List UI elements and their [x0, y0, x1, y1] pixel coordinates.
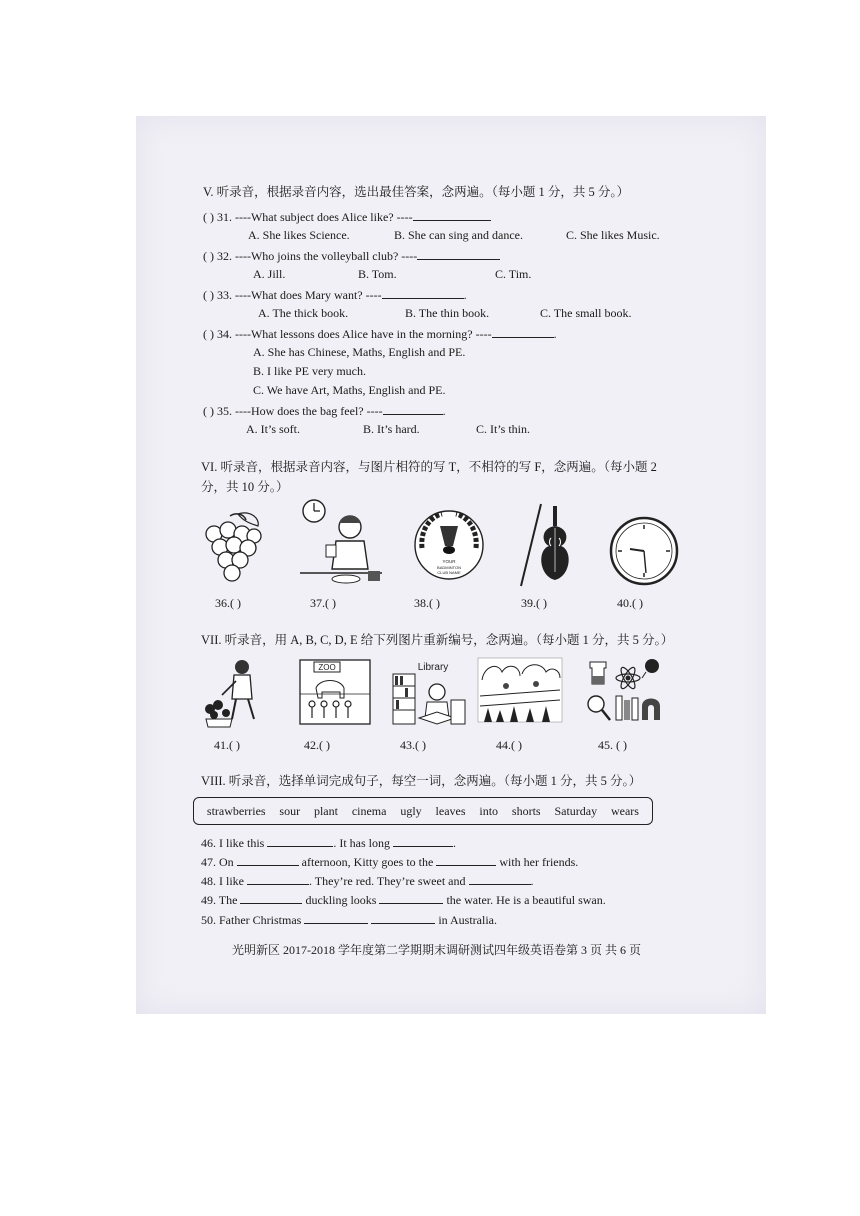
answer-blank [393, 835, 453, 847]
q37-label: 37.( ) [310, 596, 336, 610]
zoo-picture [296, 658, 374, 728]
q34-option-b: B. I like PE very much. [253, 364, 366, 378]
grapes-picture [200, 510, 266, 590]
q34-option-c: C. We have Art, Maths, English and PE. [253, 383, 446, 397]
word-bank-item: cinema [351, 803, 387, 818]
q45-label: 45. ( ) [598, 738, 627, 752]
sentence-49: 49. The duckling looks the water. He is a beautiful swan. [201, 893, 606, 907]
q31-option-a: A. She likes Science. [248, 228, 350, 242]
q38-label: 38.( ) [414, 596, 440, 610]
science-picture [582, 656, 666, 728]
section-8-heading: VIII. 听录音，选择单词完成句子，每空一词，念两遍。（每小题 1 分，共 5 分。） [201, 774, 642, 788]
clock-picture [608, 515, 680, 587]
library-picture [391, 656, 467, 730]
page-footer: 光明新区 2017-2018 学年度第二学期期末调研测试四年级英语卷第 3 页 共 6 页 [232, 943, 641, 957]
section-6-heading-line2: 分，共 10 分。） [201, 480, 289, 494]
q35-option-b: B. It’s hard. [363, 422, 420, 436]
q40-label: 40.( ) [617, 596, 643, 610]
answer-blank [237, 854, 299, 866]
question-31: ( ) 31. ----What subject does Alice like? ---- [203, 209, 491, 224]
answer-blank [417, 248, 500, 260]
zoo-sign: ZOO [318, 663, 336, 672]
sentence-48: 48. I like . They’re red. They’re sweet and . [201, 874, 534, 888]
sentence-47: 47. On afternoon, Kitty goes to the with her friends. [201, 855, 579, 869]
boy-eating-picture [298, 497, 384, 587]
answer-blank [247, 873, 309, 885]
answer-blank [267, 835, 333, 847]
word-bank-item: into [479, 803, 499, 818]
q43-label: 43.( ) [400, 738, 426, 752]
park-picture [476, 656, 564, 726]
word-bank-item: Saturday [554, 803, 598, 818]
answer-blank [383, 403, 443, 415]
q31-option-b: B. She can sing and dance. [394, 228, 523, 242]
answer-blank [379, 892, 443, 904]
q33-option-c: C. The small book. [540, 306, 632, 320]
question-35: ( ) 35. ----How does the bag feel? ---- . [203, 404, 446, 418]
word-bank-item: wears [610, 803, 639, 818]
q39-label: 39.( ) [521, 596, 547, 610]
violin-picture [511, 500, 577, 588]
q35-option-a: A. It’s soft. [246, 422, 300, 436]
q41-label: 41.( ) [214, 738, 240, 752]
q34-option-a: A. She has Chinese, Maths, English and PE. [253, 345, 466, 359]
svg-text:CLUB NAME: CLUB NAME [437, 570, 461, 575]
answer-blank [240, 892, 302, 904]
sentence-50: 50. Father Christmas in Australia. [201, 913, 497, 927]
q36-label: 36.( ) [215, 596, 241, 610]
q33-option-b: B. The thin book. [405, 306, 490, 320]
answer-blank [469, 873, 531, 885]
sentence-46: 46. I like this . It has long . [201, 836, 456, 850]
word-bank-item: strawberries [206, 803, 266, 818]
answer-blank [304, 912, 368, 924]
answer-blank [413, 209, 491, 221]
word-bank [193, 797, 653, 825]
answer-blank [436, 854, 496, 866]
q35-option-c: C. It’s thin. [476, 422, 531, 436]
word-bank-item: sour [279, 803, 301, 818]
svg-text:BADMINTON: BADMINTON [437, 565, 461, 570]
answer-blank [492, 326, 554, 338]
badge-text: YOUR [442, 559, 456, 564]
planting-picture [202, 657, 272, 729]
section-7-heading: VII. 听录音，用 A, B, C, D, E 给下列图片重新编号，念两遍。（每小题 1 分，共 5 分。） [201, 633, 674, 647]
q42-label: 42.( ) [304, 738, 330, 752]
q32-option-b: B. Tom. [358, 267, 397, 281]
library-sign: Library [417, 662, 449, 673]
word-bank-item: leaves [435, 803, 466, 818]
q32-option-c: C. Tim. [495, 267, 532, 281]
question-32: ( ) 32. ----Who joins the volleyball club? ---- [203, 248, 500, 263]
answer-blank [371, 912, 435, 924]
q44-label: 44.( ) [496, 738, 522, 752]
question-33: ( ) 33. ----What does Mary want? ---- . [203, 288, 467, 302]
answer-blank [382, 287, 464, 299]
q31-option-c: C. She likes Music. [566, 228, 660, 242]
section-6-heading-line1: VI. 听录音，根据录音内容，与图片相符的写 T，不相符的写 F，念两遍。（每小题 2 [201, 460, 657, 474]
badminton-badge-picture [412, 508, 486, 582]
word-bank-item: shorts [511, 803, 541, 818]
word-bank-item: plant [313, 803, 338, 818]
q33-option-a: A. The thick book. [258, 306, 349, 320]
q32-option-a: A. Jill. [253, 267, 286, 281]
question-34: ( ) 34. ----What lessons does Alice have in the morning? ---- . [203, 327, 557, 341]
word-bank-item: ugly [400, 803, 422, 818]
section-5-heading: V. 听录音，根据录音内容，选出最佳答案，念两遍。（每小题 1 分，共 5 分。） [203, 185, 630, 199]
